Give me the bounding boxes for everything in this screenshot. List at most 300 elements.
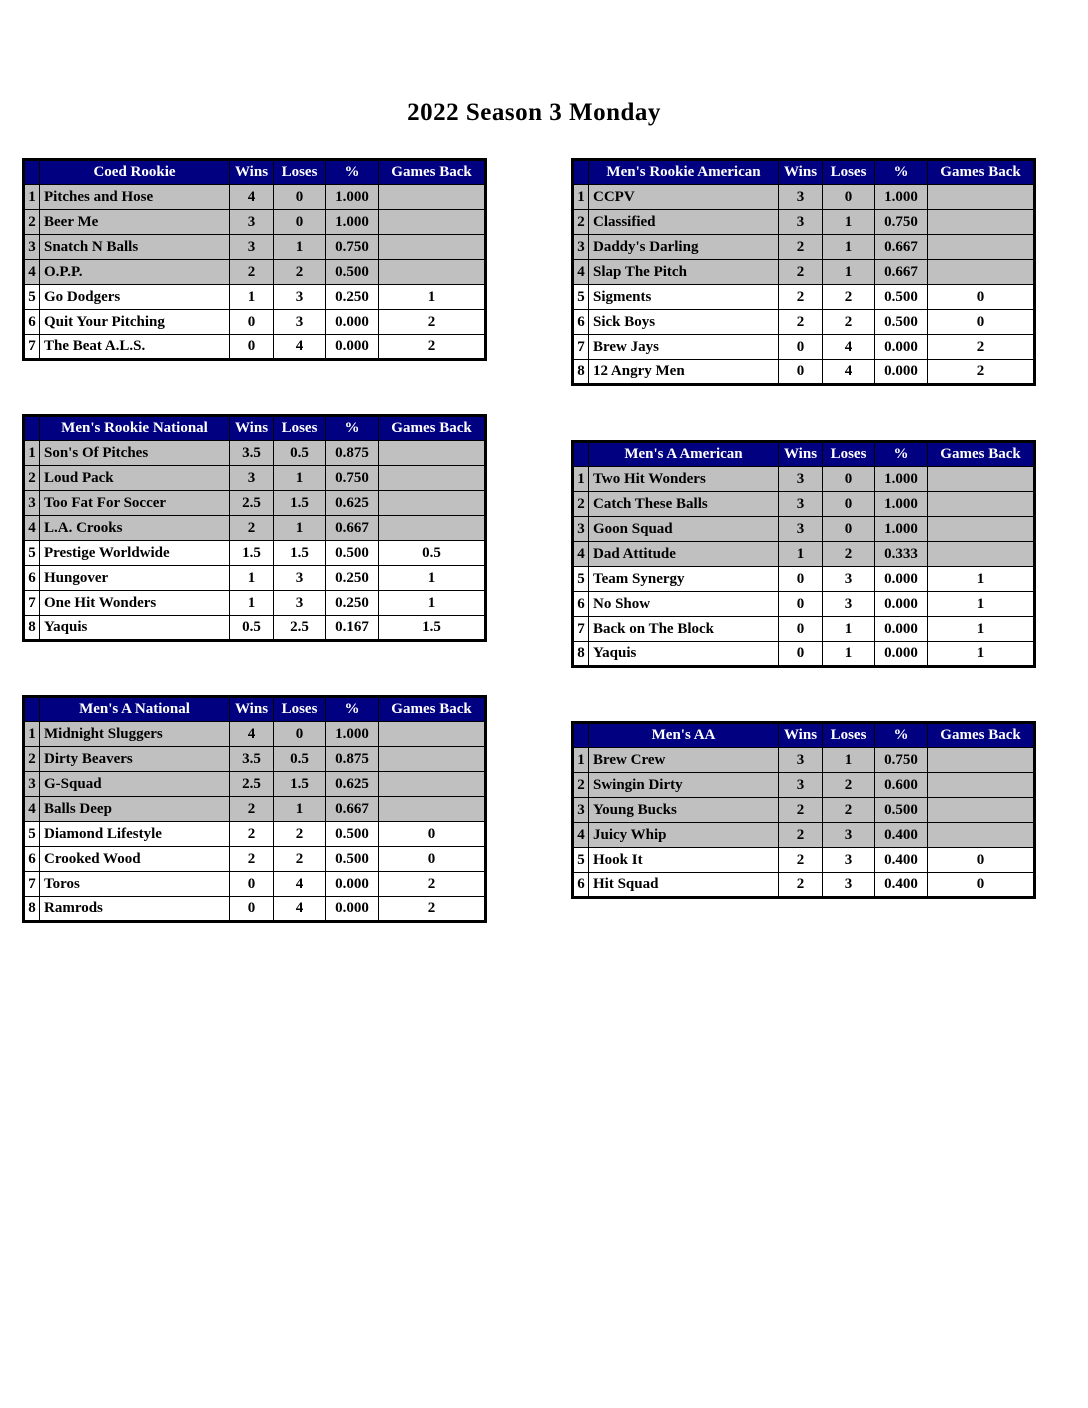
rank-cell: 6 [573, 873, 589, 898]
loses-cell: 3 [823, 567, 875, 592]
team-row [24, 591, 486, 616]
team-row [24, 491, 486, 516]
column-header-wins: Wins [779, 442, 823, 467]
team-row [573, 260, 1035, 285]
pct-cell: 0.500 [875, 798, 928, 823]
team-name-cell: Young Bucks [589, 798, 779, 823]
loses-cell: 3 [823, 873, 875, 898]
column-header-loses: Loses [274, 416, 326, 441]
loses-cell: 0 [274, 722, 326, 747]
team-name-cell: Brew Jays [589, 335, 779, 360]
team-row [24, 847, 486, 872]
wins-cell: 2 [230, 847, 274, 872]
wins-cell: 1 [230, 285, 274, 310]
team-name-cell: O.P.P. [40, 260, 230, 285]
loses-cell: 1 [274, 235, 326, 260]
wins-cell: 2 [779, 823, 823, 848]
games-back-cell [928, 492, 1035, 517]
loses-cell: 2 [274, 822, 326, 847]
loses-cell: 2 [823, 798, 875, 823]
rank-cell: 6 [573, 592, 589, 617]
games-back-cell [928, 823, 1035, 848]
team-name-cell: Team Synergy [589, 567, 779, 592]
standings-table [571, 158, 1036, 386]
loses-cell: 4 [274, 872, 326, 897]
games-back-cell [928, 185, 1035, 210]
rank-cell: 3 [24, 772, 40, 797]
loses-cell: 1.5 [274, 772, 326, 797]
rank-column-header [24, 416, 40, 441]
team-row [24, 616, 486, 641]
team-row [24, 185, 486, 210]
standings-table-coed-rookie [22, 158, 484, 361]
team-name-cell: Hook It [589, 848, 779, 873]
pct-cell: 0.667 [326, 516, 379, 541]
column-header-wins: Wins [230, 416, 274, 441]
team-row [573, 310, 1035, 335]
rank-cell: 7 [573, 335, 589, 360]
rank-column-header [573, 160, 589, 185]
standings-table [22, 414, 487, 642]
team-row [573, 592, 1035, 617]
team-name-cell: 12 Angry Men [589, 360, 779, 385]
wins-cell: 2 [779, 873, 823, 898]
loses-cell: 2.5 [274, 616, 326, 641]
pct-cell: 0.667 [326, 797, 379, 822]
team-name-cell: Sigments [589, 285, 779, 310]
pct-cell: 0.000 [875, 642, 928, 667]
games-back-cell [928, 773, 1035, 798]
team-name-cell: Yaquis [40, 616, 230, 641]
team-name-cell: Midnight Sluggers [40, 722, 230, 747]
wins-cell: 0 [779, 335, 823, 360]
pct-cell: 0.500 [326, 847, 379, 872]
pct-cell: 0.750 [326, 235, 379, 260]
pct-cell: 1.000 [875, 492, 928, 517]
pct-cell: 1.000 [326, 722, 379, 747]
pct-cell: 0.875 [326, 441, 379, 466]
loses-cell: 1 [823, 748, 875, 773]
pct-cell: 0.250 [326, 591, 379, 616]
team-row [24, 722, 486, 747]
team-name-cell: Sick Boys [589, 310, 779, 335]
loses-cell: 1 [274, 797, 326, 822]
team-name-cell: Pitches and Hose [40, 185, 230, 210]
wins-cell: 4 [230, 185, 274, 210]
team-name-cell: Snatch N Balls [40, 235, 230, 260]
team-name-cell: Slap The Pitch [589, 260, 779, 285]
loses-cell: 0.5 [274, 441, 326, 466]
rank-cell: 8 [24, 616, 40, 641]
games-back-cell: 1 [928, 567, 1035, 592]
team-row [573, 617, 1035, 642]
rank-cell: 3 [573, 798, 589, 823]
header-row [24, 416, 486, 441]
pct-cell: 0.600 [875, 773, 928, 798]
wins-cell: 2.5 [230, 772, 274, 797]
team-row [24, 441, 486, 466]
pct-cell: 0.000 [875, 567, 928, 592]
team-row [573, 360, 1035, 385]
wins-cell: 0 [779, 567, 823, 592]
wins-cell: 2 [230, 797, 274, 822]
loses-cell: 0 [274, 185, 326, 210]
games-back-cell [928, 798, 1035, 823]
team-name-cell: Crooked Wood [40, 847, 230, 872]
loses-cell: 4 [274, 897, 326, 922]
team-row [573, 285, 1035, 310]
rank-cell: 1 [573, 185, 589, 210]
team-name-cell: Too Fat For Soccer [40, 491, 230, 516]
column-header-pct: % [326, 160, 379, 185]
games-back-cell [379, 235, 486, 260]
rank-cell: 8 [573, 642, 589, 667]
team-name-cell: Swingin Dirty [589, 773, 779, 798]
rank-cell: 7 [573, 617, 589, 642]
pct-cell: 0.000 [326, 310, 379, 335]
games-back-cell [379, 491, 486, 516]
team-name-cell: Back on The Block [589, 617, 779, 642]
rank-cell: 2 [24, 747, 40, 772]
games-back-cell: 0 [379, 822, 486, 847]
games-back-cell: 0 [928, 848, 1035, 873]
wins-cell: 4 [230, 722, 274, 747]
games-back-cell: 0 [928, 310, 1035, 335]
page-title: 2022 Season 3 Monday [407, 99, 661, 126]
loses-cell: 2 [823, 773, 875, 798]
pct-cell: 0.500 [326, 822, 379, 847]
header-row [573, 160, 1035, 185]
rank-cell: 3 [573, 517, 589, 542]
pct-cell: 0.400 [875, 873, 928, 898]
standings-table-mens-a-american [571, 440, 1033, 668]
loses-cell: 3 [274, 566, 326, 591]
column-header-wins: Wins [779, 723, 823, 748]
games-back-cell: 2 [379, 872, 486, 897]
team-row [573, 235, 1035, 260]
team-row [24, 310, 486, 335]
wins-cell: 3 [779, 185, 823, 210]
standings-table-mens-rookie-national [22, 414, 484, 642]
team-name-cell: One Hit Wonders [40, 591, 230, 616]
wins-cell: 3 [230, 235, 274, 260]
team-name-cell: Balls Deep [40, 797, 230, 822]
team-row [24, 335, 486, 360]
games-back-cell [379, 797, 486, 822]
column-header-pct: % [875, 160, 928, 185]
column-header-wins: Wins [230, 160, 274, 185]
rank-cell: 1 [573, 748, 589, 773]
loses-cell: 2 [823, 285, 875, 310]
pct-cell: 0.000 [875, 335, 928, 360]
pct-cell: 0.750 [326, 466, 379, 491]
pct-cell: 0.625 [326, 491, 379, 516]
column-header-games-back: Games Back [379, 416, 486, 441]
rank-cell: 7 [24, 872, 40, 897]
standings-table-mens-aa [571, 721, 1033, 899]
standings-table [571, 721, 1036, 899]
loses-cell: 0 [823, 185, 875, 210]
rank-cell: 1 [24, 722, 40, 747]
column-header-games-back: Games Back [379, 697, 486, 722]
team-name-cell: Hungover [40, 566, 230, 591]
division-title: Men's Rookie American [589, 160, 779, 185]
loses-cell: 1.5 [274, 541, 326, 566]
wins-cell: 0 [779, 360, 823, 385]
wins-cell: 3 [230, 210, 274, 235]
games-back-cell: 2 [379, 897, 486, 922]
column-header-wins: Wins [779, 160, 823, 185]
wins-cell: 2 [779, 310, 823, 335]
column-header-pct: % [326, 416, 379, 441]
standings-table-mens-rookie-american [571, 158, 1033, 386]
rank-cell: 4 [573, 542, 589, 567]
pct-cell: 0.000 [875, 617, 928, 642]
rank-cell: 8 [24, 897, 40, 922]
team-row [24, 897, 486, 922]
pct-cell: 0.750 [875, 748, 928, 773]
wins-cell: 0 [779, 617, 823, 642]
pct-cell: 0.000 [875, 360, 928, 385]
loses-cell: 1 [823, 617, 875, 642]
team-row [573, 773, 1035, 798]
games-back-cell [379, 772, 486, 797]
loses-cell: 3 [823, 592, 875, 617]
team-row [573, 517, 1035, 542]
team-name-cell: Brew Crew [589, 748, 779, 773]
pct-cell: 0.333 [875, 542, 928, 567]
column-header-pct: % [875, 442, 928, 467]
team-row [573, 467, 1035, 492]
rank-cell: 7 [24, 591, 40, 616]
wins-cell: 3.5 [230, 441, 274, 466]
team-name-cell: No Show [589, 592, 779, 617]
team-row [24, 516, 486, 541]
team-row [573, 748, 1035, 773]
loses-cell: 3 [823, 848, 875, 873]
team-name-cell: Son's Of Pitches [40, 441, 230, 466]
pct-cell: 0.400 [875, 823, 928, 848]
games-back-cell [379, 260, 486, 285]
team-name-cell: Dad Attitude [589, 542, 779, 567]
games-back-cell: 2 [928, 335, 1035, 360]
games-back-cell [928, 260, 1035, 285]
wins-cell: 3 [779, 492, 823, 517]
rank-column-header [573, 442, 589, 467]
team-row [24, 285, 486, 310]
pct-cell: 1.000 [326, 185, 379, 210]
wins-cell: 0 [230, 897, 274, 922]
team-row [573, 798, 1035, 823]
team-row [573, 492, 1035, 517]
team-name-cell: L.A. Crooks [40, 516, 230, 541]
loses-cell: 2 [274, 260, 326, 285]
rank-cell: 5 [24, 541, 40, 566]
pct-cell: 0.667 [875, 235, 928, 260]
team-row [573, 185, 1035, 210]
loses-cell: 1 [274, 466, 326, 491]
games-back-cell: 0.5 [379, 541, 486, 566]
games-back-cell: 1 [379, 566, 486, 591]
rank-cell: 2 [573, 210, 589, 235]
wins-cell: 1 [230, 591, 274, 616]
wins-cell: 0 [779, 592, 823, 617]
pct-cell: 0.000 [326, 872, 379, 897]
loses-cell: 1 [823, 642, 875, 667]
wins-cell: 3 [779, 773, 823, 798]
rank-cell: 2 [24, 210, 40, 235]
pct-cell: 0.500 [326, 260, 379, 285]
pct-cell: 1.000 [875, 185, 928, 210]
rank-cell: 4 [573, 823, 589, 848]
pct-cell: 0.500 [875, 285, 928, 310]
loses-cell: 4 [823, 335, 875, 360]
rank-cell: 4 [24, 797, 40, 822]
wins-cell: 2 [230, 822, 274, 847]
wins-cell: 3 [230, 466, 274, 491]
games-back-cell [379, 722, 486, 747]
pct-cell: 0.625 [326, 772, 379, 797]
team-name-cell: G-Squad [40, 772, 230, 797]
team-name-cell: Ramrods [40, 897, 230, 922]
games-back-cell: 0 [379, 847, 486, 872]
pct-cell: 0.500 [875, 310, 928, 335]
team-row [24, 210, 486, 235]
pct-cell: 0.167 [326, 616, 379, 641]
games-back-cell: 1 [928, 642, 1035, 667]
team-name-cell: Diamond Lifestyle [40, 822, 230, 847]
team-row [573, 567, 1035, 592]
wins-cell: 2 [779, 235, 823, 260]
header-row [24, 160, 486, 185]
rank-cell: 8 [573, 360, 589, 385]
loses-cell: 1 [823, 210, 875, 235]
wins-cell: 1 [779, 542, 823, 567]
team-name-cell: The Beat A.L.S. [40, 335, 230, 360]
games-back-cell: 0 [928, 873, 1035, 898]
pct-cell: 1.000 [875, 517, 928, 542]
games-back-cell [379, 747, 486, 772]
team-row [24, 235, 486, 260]
wins-cell: 0 [779, 642, 823, 667]
rank-cell: 6 [24, 310, 40, 335]
rank-column-header [24, 697, 40, 722]
games-back-cell [928, 467, 1035, 492]
team-row [24, 822, 486, 847]
pct-cell: 0.000 [326, 897, 379, 922]
team-name-cell: Toros [40, 872, 230, 897]
rank-cell: 5 [573, 285, 589, 310]
loses-cell: 0 [823, 492, 875, 517]
wins-cell: 0 [230, 310, 274, 335]
rank-cell: 7 [24, 335, 40, 360]
division-title: Coed Rookie [40, 160, 230, 185]
rank-column-header [573, 723, 589, 748]
team-row [573, 542, 1035, 567]
loses-cell: 0.5 [274, 747, 326, 772]
rank-cell: 5 [573, 848, 589, 873]
rank-cell: 2 [24, 466, 40, 491]
loses-cell: 3 [274, 310, 326, 335]
rank-cell: 6 [573, 310, 589, 335]
division-title: Men's Rookie National [40, 416, 230, 441]
loses-cell: 0 [274, 210, 326, 235]
team-row [24, 797, 486, 822]
loses-cell: 3 [823, 823, 875, 848]
rank-cell: 6 [24, 847, 40, 872]
wins-cell: 3 [779, 210, 823, 235]
column-header-pct: % [875, 723, 928, 748]
pct-cell: 0.000 [875, 592, 928, 617]
wins-cell: 2 [779, 798, 823, 823]
rank-cell: 4 [24, 260, 40, 285]
pct-cell: 0.750 [875, 210, 928, 235]
games-back-cell: 1 [379, 591, 486, 616]
loses-cell: 1 [274, 516, 326, 541]
header-row [573, 723, 1035, 748]
loses-cell: 0 [823, 467, 875, 492]
division-title: Men's A American [589, 442, 779, 467]
games-back-cell: 2 [379, 310, 486, 335]
rank-cell: 1 [24, 185, 40, 210]
wins-cell: 2 [230, 516, 274, 541]
wins-cell: 1.5 [230, 541, 274, 566]
team-name-cell: Beer Me [40, 210, 230, 235]
column-header-loses: Loses [823, 723, 875, 748]
wins-cell: 3 [779, 467, 823, 492]
standings-table [22, 695, 487, 923]
standings-table-mens-a-national [22, 695, 484, 923]
team-row [573, 848, 1035, 873]
loses-cell: 2 [274, 847, 326, 872]
pct-cell: 0.500 [326, 541, 379, 566]
loses-cell: 1.5 [274, 491, 326, 516]
team-name-cell: Classified [589, 210, 779, 235]
rank-cell: 3 [573, 235, 589, 260]
standings-table [571, 440, 1036, 668]
loses-cell: 1 [823, 235, 875, 260]
rank-cell: 1 [24, 441, 40, 466]
loses-cell: 0 [823, 517, 875, 542]
games-back-cell [928, 210, 1035, 235]
team-row [24, 260, 486, 285]
pct-cell: 0.000 [326, 335, 379, 360]
wins-cell: 2 [230, 260, 274, 285]
loses-cell: 4 [823, 360, 875, 385]
games-back-cell [379, 441, 486, 466]
team-name-cell: Prestige Worldwide [40, 541, 230, 566]
rank-cell: 5 [573, 567, 589, 592]
rank-cell: 3 [24, 235, 40, 260]
rank-cell: 4 [573, 260, 589, 285]
column-header-loses: Loses [274, 160, 326, 185]
games-back-cell: 2 [379, 335, 486, 360]
team-row [573, 642, 1035, 667]
rank-cell: 5 [24, 822, 40, 847]
column-header-loses: Loses [274, 697, 326, 722]
wins-cell: 2.5 [230, 491, 274, 516]
team-name-cell: CCPV [589, 185, 779, 210]
games-back-cell [379, 185, 486, 210]
wins-cell: 0 [230, 335, 274, 360]
team-name-cell: Dirty Beavers [40, 747, 230, 772]
team-name-cell: Yaquis [589, 642, 779, 667]
wins-cell: 3.5 [230, 747, 274, 772]
games-back-cell [928, 542, 1035, 567]
team-row [24, 772, 486, 797]
team-name-cell: Goon Squad [589, 517, 779, 542]
loses-cell: 2 [823, 310, 875, 335]
